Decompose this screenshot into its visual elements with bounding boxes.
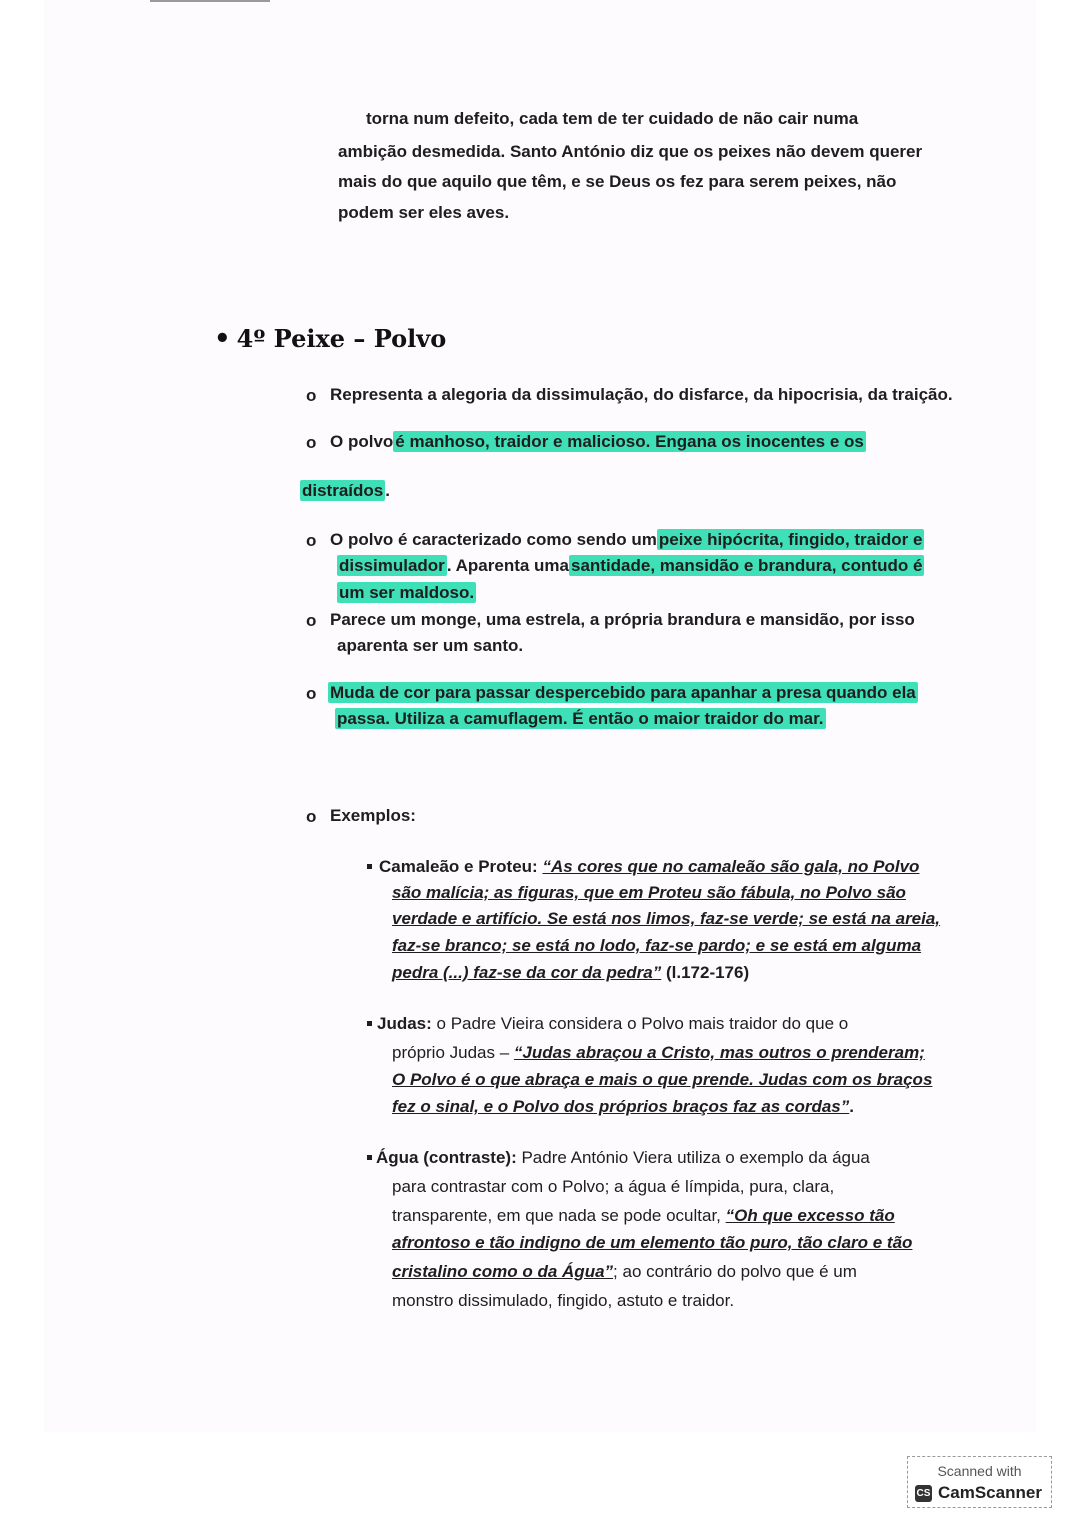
point-bullet: o: [306, 684, 317, 703]
example-agua-line-6: monstro dissimulado, fingido, astuto e traidor.: [392, 1291, 735, 1310]
highlight: peixe hipócrita, fingido, traidor e: [658, 530, 923, 549]
point-5-line-1: [328, 683, 918, 703]
highlight: é manhoso, traidor e malicioso. Engana os inocentes e os: [395, 432, 864, 451]
square-bullet: [367, 1155, 372, 1160]
intro-line-2: ambição desmedida. Santo António diz que os peixes não devem querer: [338, 142, 923, 161]
camscanner-watermark: [907, 1456, 1052, 1508]
highlight: Muda de cor para passar despercebido para apanhar a presa quando ela: [330, 683, 916, 702]
highlight: distraídos: [302, 481, 384, 500]
example-label: Judas:: [377, 1014, 432, 1033]
point-3-mid: . Aparenta uma: [446, 556, 569, 575]
point-2-line-2: [300, 481, 390, 501]
point-4-line-1: Parece um monge, uma estrela, a própria brandura e mansidão, por isso: [330, 610, 915, 629]
point-bullet: o: [306, 433, 317, 452]
section-title: 4º Peixe – Polvo: [236, 324, 447, 353]
watermark-brand: CamScanner: [938, 1483, 1042, 1502]
example-judas-line-4: [392, 1097, 854, 1117]
heading-bullet: •: [214, 324, 231, 354]
watermark-caption: Scanned with: [937, 1463, 1022, 1479]
highlight: santidade, mansidão e brandura, contudo é: [571, 556, 923, 575]
example-camaleao-line-3: verdade e artifício. Se está nos limos, faz-se verde; se está na areia,: [392, 909, 941, 928]
example-label: Água (contraste):: [376, 1148, 517, 1167]
example-agua-line-5: [392, 1262, 857, 1282]
intro-line-3: mais do que aquilo que têm, e se Deus os fez para serem peixes, não: [338, 172, 897, 191]
example-text: transparente, em que nada se pode ocultar,: [392, 1206, 726, 1225]
point-bullet: o: [306, 386, 317, 405]
point-2-subject: O polvo: [330, 432, 394, 451]
example-judas-line-1: [377, 1014, 848, 1034]
highlight: dissimulador: [339, 556, 445, 575]
quote: pedra (...) faz-se da cor da pedra”: [392, 963, 662, 982]
intro-line-1: torna num defeito, cada tem de ter cuidado de não cair numa: [366, 109, 859, 128]
example-agua-line-4: afrontoso e tão indigno de um elemento tão puro, tão claro e tão: [392, 1233, 913, 1252]
section-heading: [214, 324, 446, 354]
example-judas-line-2: [392, 1043, 925, 1063]
quote: “Oh que excesso tão: [725, 1206, 895, 1225]
example-text: Padre António Viera utiliza o exemplo da água: [516, 1148, 870, 1167]
quote: fez o sinal, e o Polvo dos próprios braços faz as cordas”: [392, 1097, 850, 1116]
square-bullet: [367, 1021, 372, 1026]
example-text: o Padre Vieira considera o Polvo mais traidor do que o: [431, 1014, 849, 1033]
example-camaleao-line-1: [379, 857, 919, 877]
point-3-line-3: [337, 583, 476, 603]
example-agua-line-1: [376, 1148, 870, 1168]
camscanner-logo-icon: CS: [915, 1485, 932, 1502]
quote: cristalino como o da Água”: [392, 1262, 614, 1281]
example-camaleao-line-2: são malícia; as figuras, que em Proteu são fábula, no Polvo são: [392, 883, 906, 902]
quote: “As cores que no camaleão são gala, no Polvo: [542, 857, 920, 876]
example-label: Camaleão e Proteu:: [379, 857, 538, 876]
example-text: .: [849, 1097, 854, 1116]
line-reference: (l.172-176): [661, 963, 750, 982]
point-3-start: O polvo é caracterizado como sendo um: [330, 530, 657, 549]
example-camaleao-line-4: faz-se branco; se está no lodo, faz-se pardo; e se está em alguma: [392, 936, 922, 955]
examples-heading: Exemplos:: [330, 806, 416, 825]
quote: “Judas abraçou a Cristo, mas outros o prenderam;: [513, 1043, 925, 1062]
point-1-text: [330, 385, 953, 405]
point-bullet: o: [306, 531, 317, 550]
point-3-line-1: [330, 530, 924, 550]
example-judas-line-3: O Polvo é o que abraça e mais o que prende. Judas com os braços: [392, 1070, 933, 1089]
example-camaleao-line-5: [392, 963, 749, 983]
scan-edge-mark: [150, 0, 270, 2]
point-5-line-2: [335, 709, 826, 729]
point-bullet: o: [306, 611, 317, 630]
example-text: próprio Judas –: [392, 1043, 514, 1062]
example-agua-line-3: [392, 1206, 895, 1226]
intro-line-4: podem ser eles aves.: [338, 203, 510, 222]
point-2-end: .: [385, 481, 390, 500]
highlight: passa. Utiliza a camuflagem. É então o maior traidor do mar.: [337, 709, 824, 728]
point-bullet: o: [306, 807, 317, 826]
point-4-line-2: aparenta ser um santo.: [337, 636, 524, 655]
point-1-content: Representa a alegoria da dissimulação, do disfarce, da hipocrisia, da traição.: [330, 385, 953, 404]
square-bullet: [367, 864, 372, 869]
example-agua-line-2: para contrastar com o Polvo; a água é límpida, pura, clara,: [392, 1177, 835, 1196]
point-2-line-1: [330, 432, 866, 452]
point-3-line-2: [337, 556, 924, 576]
example-text: ; ao contrário do polvo que é um: [613, 1262, 857, 1281]
highlight: um ser maldoso.: [339, 583, 475, 602]
